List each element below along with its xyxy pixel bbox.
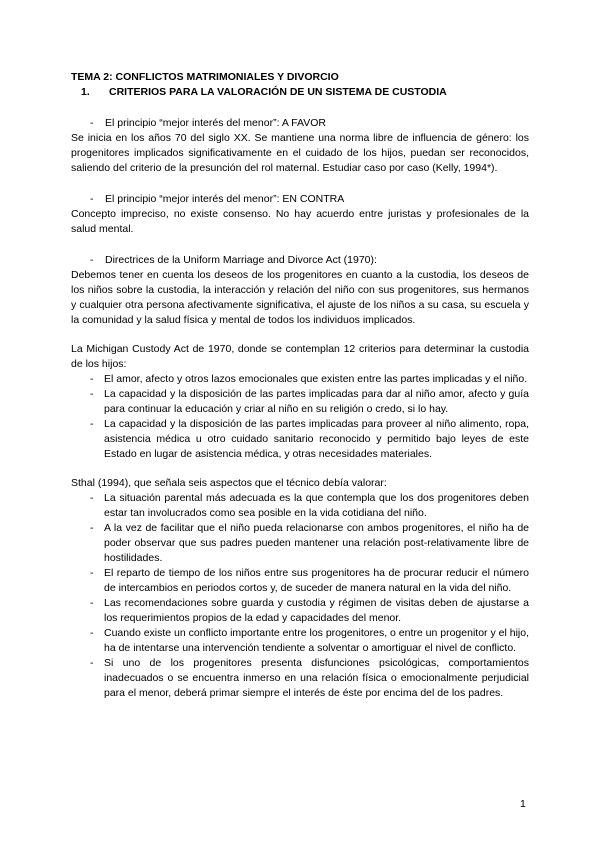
list-item bbox=[71, 566, 529, 596]
umda-heading-text: Directrices de la Uniform Marriage and Divorce Act (1970): bbox=[105, 254, 377, 266]
dash-marker: - bbox=[90, 373, 94, 385]
list-item bbox=[71, 596, 529, 626]
list-item bbox=[71, 372, 529, 387]
contra-paragraph: Concepto impreciso, no existe consenso. No hay acuerdo entre juristas y profesionales de la salud mental. bbox=[71, 208, 529, 235]
dash-marker: - bbox=[90, 254, 94, 266]
list-item-text: La situación parental más adecuada es la que contempla que los dos progenitores deben estar tan involucrados como sea posible en la vida cotidiana del niño. bbox=[104, 492, 529, 519]
list-item-text: El reparto de tiempo de los niños entre sus progenitores ha de procurar reducir el número de intercambios en periodos cortos y, de suceder de manera natural en la vida del niño. bbox=[104, 567, 529, 594]
dash-marker: - bbox=[90, 492, 94, 504]
dash-marker: - bbox=[90, 597, 94, 609]
dash-marker: - bbox=[90, 418, 94, 430]
list-item bbox=[71, 491, 529, 521]
list-item-text: La capacidad y la disposición de las partes implicadas para proveer al niño alimento, ropa, asistencia médica u otro cuidado sanitario reconocido y permitido bajo leyes de este Estado en lugar de asistencia médica, y otras necesidades materiales. bbox=[104, 418, 529, 460]
favor-heading-text: El principio “mejor interés del menor”: A FAVOR bbox=[105, 117, 326, 129]
dash-marker: - bbox=[90, 627, 94, 639]
umda-heading bbox=[90, 253, 529, 268]
contra-heading-text: El principio “mejor interés del menor”: EN CONTRA bbox=[105, 193, 345, 205]
list-item-text: Si uno de los progenitores presenta disfunciones psicológicas, comportamientos inadecuados o se encuentra inmerso en una relación física o emocionalmente perjudicial para el menor, deberá primar siempre el interés de éste por encima del de los padres. bbox=[104, 657, 529, 699]
list-item bbox=[71, 521, 529, 566]
list-item-text: El amor, afecto y otros lazos emocionales que existen entre las partes implicadas y el niño. bbox=[104, 373, 528, 385]
michigan-list bbox=[71, 372, 529, 462]
contra-heading bbox=[90, 192, 529, 207]
michigan-intro: La Michigan Custody Act de 1970, donde se contemplan 12 criterios para determinar la custodia de los hijos: bbox=[71, 343, 529, 370]
dash-marker: - bbox=[90, 567, 94, 579]
dash-marker: - bbox=[90, 193, 94, 205]
dash-marker: - bbox=[90, 657, 94, 669]
list-item bbox=[71, 387, 529, 417]
sthal-intro: Sthal (1994), que señala seis aspectos que el técnico debía valorar: bbox=[71, 477, 387, 489]
list-item-text: La capacidad y la disposición de las partes implicadas para dar al niño amor, afecto y guía para continuar la educación y criar al niño en su religión o credo, si lo hay. bbox=[104, 388, 529, 415]
favor-heading bbox=[90, 116, 529, 131]
list-item bbox=[71, 417, 529, 462]
favor-paragraph: Se inicia en los años 70 del siglo XX. Se mantiene una norma libre de influencia de género: los progenitores implicados significativamente en el cuidado de los hijos, puedan ser reconocidos, saliendo del criterio de la presunción del rol maternal. Estudiar caso por caso (Kelly, 1994*). bbox=[71, 132, 529, 174]
list-item bbox=[71, 656, 529, 701]
section-number: 1. bbox=[81, 86, 90, 98]
list-item-text: A la vez de facilitar que el niño pueda relacionarse con ambos progenitores, el niño ha de poder observar que sus padres pueden mantener una relación post-relativamente libre de hostilidades. bbox=[104, 522, 529, 564]
dash-marker: - bbox=[90, 522, 94, 534]
section-heading bbox=[81, 85, 529, 100]
section-title: CRITERIOS PARA LA VALORACIÓN DE UN SISTEMA DE CUSTODIA bbox=[109, 86, 447, 98]
page-number: 1 bbox=[520, 798, 526, 810]
list-item bbox=[71, 626, 529, 656]
list-item-text: Las recomendaciones sobre guarda y custodia y régimen de visitas deben de ajustarse a los requerimientos propios de la edad y capacidades del menor. bbox=[104, 597, 529, 624]
document-title: TEMA 2: CONFLICTOS MATRIMONIALES Y DIVORCIO bbox=[71, 71, 339, 83]
dash-marker: - bbox=[90, 388, 94, 400]
dash-marker: - bbox=[90, 117, 94, 129]
umda-paragraph: Debemos tener en cuenta los deseos de los progenitores en cuanto a la custodia, los deseos de los niños sobre la custodia, la interacción y relación del niño con sus progenitores, sus hermanos y cualquier otra persona afectivamente significativa, el ajuste de los niños a su casa, su escuela y la comunidad y la salud física y mental de todos los individuos implicados. bbox=[71, 269, 529, 326]
sthal-list bbox=[71, 491, 529, 701]
list-item-text: Cuando existe un conflicto importante entre los progenitores, o entre un progenitor y el hijo, ha de intentarse una intervención tendiente a solventar o amortiguar el nivel de conflicto. bbox=[104, 627, 529, 654]
document-page bbox=[71, 70, 529, 701]
